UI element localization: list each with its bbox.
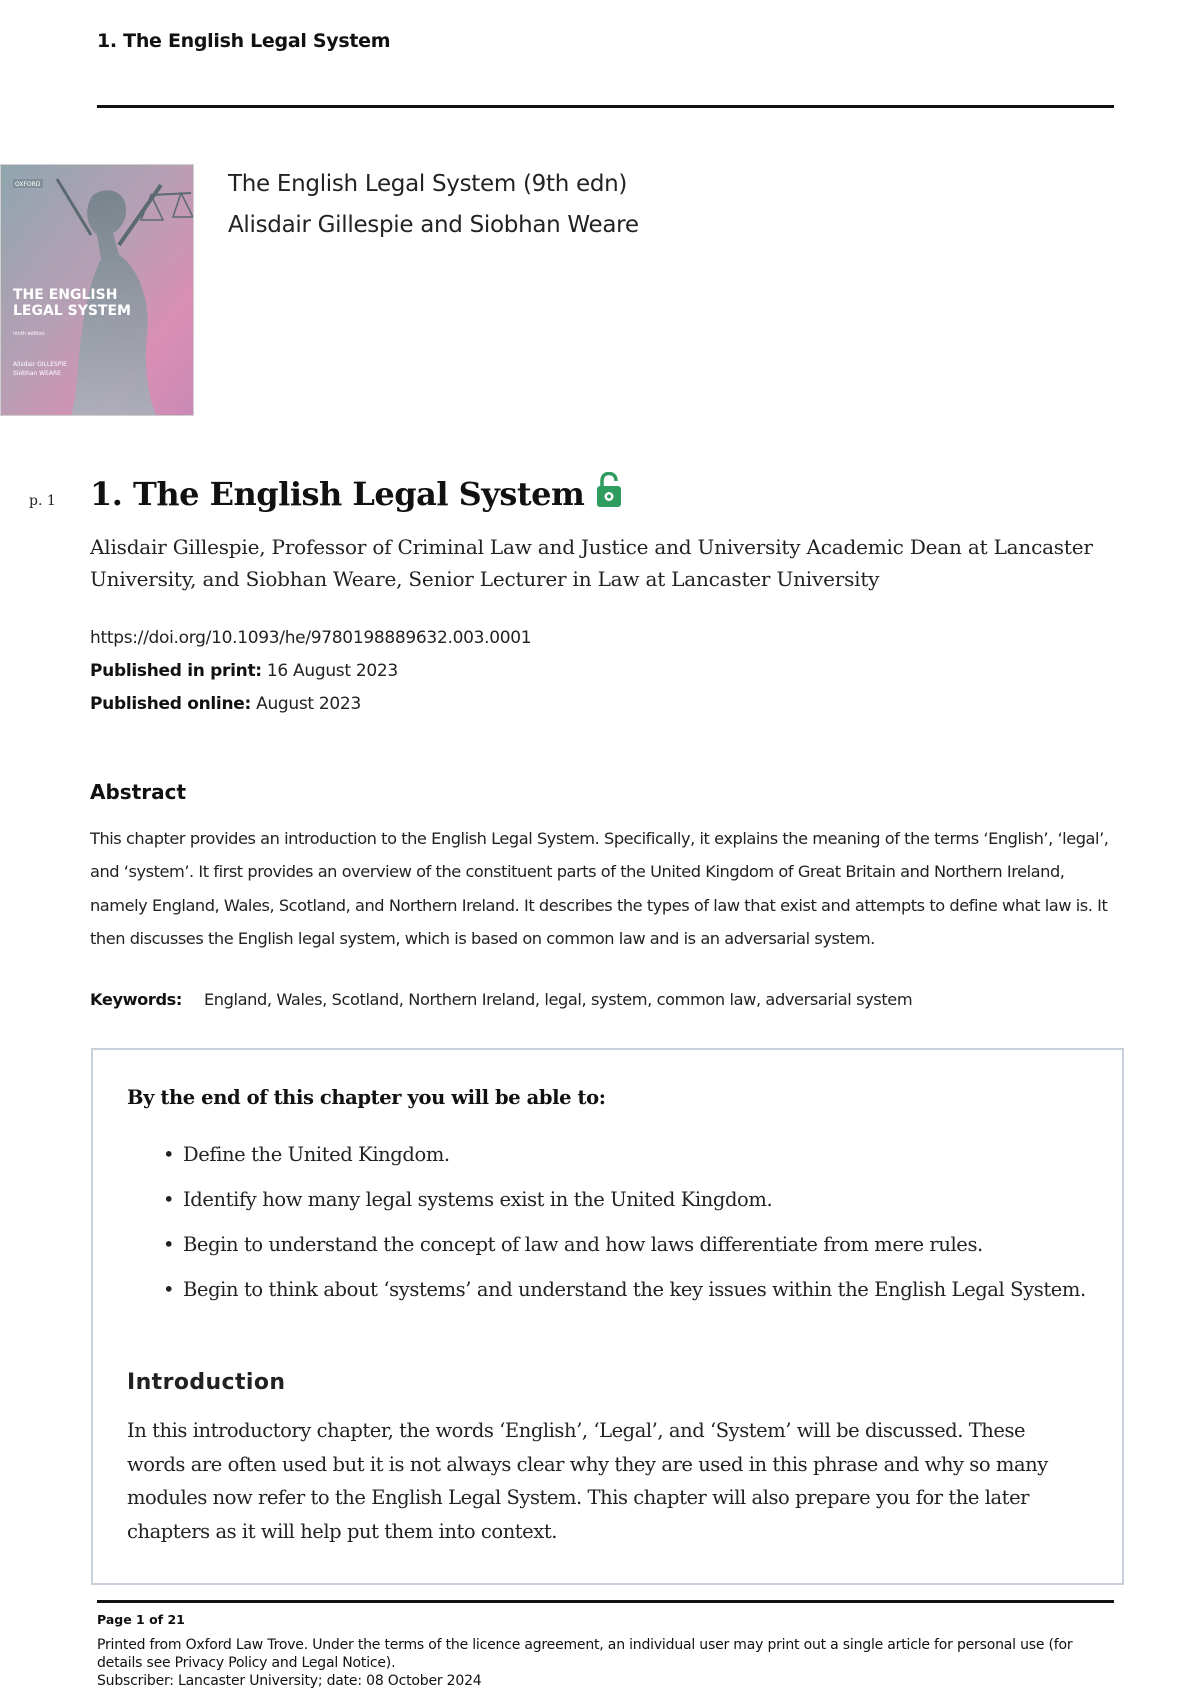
published-print xyxy=(90,655,531,688)
book-info xyxy=(228,164,639,246)
objectives-list xyxy=(127,1138,1087,1318)
chapter-heading xyxy=(90,472,622,516)
online-date: August 2023 xyxy=(256,694,361,714)
book-cover-image xyxy=(0,164,194,416)
chapter-title: 1. The English Legal System xyxy=(90,475,585,513)
header-divider xyxy=(97,105,1114,108)
keywords xyxy=(90,990,912,1009)
list-item: • Begin to understand the concept of law and how laws differentiate from mere rules. xyxy=(127,1228,1087,1262)
footer-subscriber: Subscriber: Lancaster University; date: 08 October 2024 xyxy=(97,1673,482,1689)
introduction-text: In this introductory chapter, the words ‘English’, ‘Legal’, and ‘System’ will be discussed. These words are often used but it is not always clear why they are used in this phrase and why so many modules now refer to the English Legal System. This chapter will also prepare you for the later chapters as it will help put them into context. xyxy=(127,1419,1048,1543)
print-label: Published in print: xyxy=(90,661,262,681)
book-authors: Alisdair Gillespie and Siobhan Weare xyxy=(228,212,639,238)
keywords-list: England, Wales, Scotland, Northern Ireland, legal, system, common law, adversarial system xyxy=(203,990,913,1009)
book-title: The English Legal System (9th edn) xyxy=(228,171,628,197)
bullet-icon: • xyxy=(163,1278,175,1301)
learning-objectives-box xyxy=(91,1048,1124,1585)
keywords-label: Keywords: xyxy=(90,990,182,1009)
cover-edition: ninth edition xyxy=(13,331,45,337)
bullet-icon: • xyxy=(163,1143,175,1166)
list-item: • Identify how many legal systems exist in the United Kingdom. xyxy=(127,1183,1087,1217)
objectives-heading: By the end of this chapter you will be able to: xyxy=(127,1086,606,1109)
print-date: 16 August 2023 xyxy=(266,661,398,681)
abstract-heading: Abstract xyxy=(90,780,187,804)
publication-meta xyxy=(90,622,531,721)
published-online xyxy=(90,688,531,721)
doi-link[interactable]: https://doi.org/10.1093/he/9780198889632.003.0001 xyxy=(90,628,532,648)
footer-licence: Printed from Oxford Law Trove. Under the terms of the licence agreement, an individual user may print out a single article for personal use (for details see Privacy Policy and Legal Notice). xyxy=(97,1637,1073,1671)
cover-title-line1: THE ENGLISH xyxy=(13,287,118,303)
page-marker: p. 1 xyxy=(29,493,56,509)
bullet-icon: • xyxy=(163,1233,175,1256)
footer-notice xyxy=(97,1636,1117,1690)
open-lock-icon xyxy=(596,472,622,516)
abstract-text: This chapter provides an introduction to the English Legal System. Specifically, it explains the meaning of the terms ‘English’, ‘legal’, and ‘system’. It first provides an overview of the constituent parts of the United Kingdom of Great Britain and Northern Ireland, namely England, Wales, Scotland, and Northern Ireland. It describes the types of law that exist and attempts to define what law is. It then discusses the English legal system, which is based on common law and is an adversarial system. xyxy=(90,829,1109,948)
bullet-icon: • xyxy=(163,1188,175,1211)
footer-divider xyxy=(97,1600,1114,1603)
online-label: Published online: xyxy=(90,694,251,714)
cover-title-line2: LEGAL SYSTEM xyxy=(13,303,131,319)
page-number: Page 1 of 21 xyxy=(97,1612,185,1627)
chapter-authors: Alisdair Gillespie, Professor of Criminal Law and Justice and University Academic Dean at Lancaster University, and Siobhan Weare, Senior Lecturer in Law at Lancaster University xyxy=(90,535,1093,591)
list-item: • Define the United Kingdom. xyxy=(127,1138,1087,1172)
running-head: 1. The English Legal System xyxy=(97,30,391,52)
cover-author1: Alisdair GILLESPIE xyxy=(13,361,67,368)
list-item: • Begin to think about ‘systems’ and understand the key issues within the English Legal System. xyxy=(127,1273,1087,1307)
introduction-heading: Introduction xyxy=(127,1370,286,1395)
cover-author2: Siobhan WEARE xyxy=(13,370,61,377)
cover-publisher: OXFORD xyxy=(15,181,41,188)
